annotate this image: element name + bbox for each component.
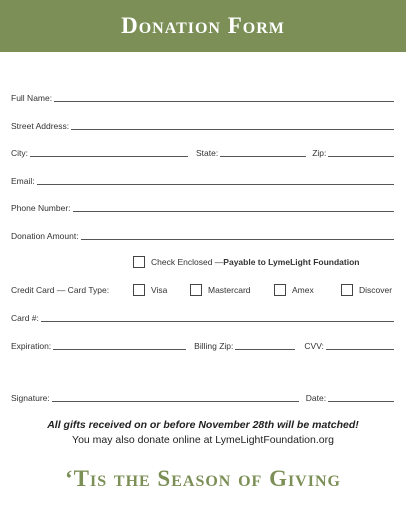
expiration-row <box>11 337 394 351</box>
season-of-giving-tagline: ‘Tis the Season of Giving <box>65 466 341 491</box>
state-label: State: <box>196 148 219 158</box>
date-label: Date: <box>305 393 327 403</box>
card-type-amex[interactable] <box>274 284 314 296</box>
email-row <box>11 172 394 186</box>
email-label: Email: <box>11 176 35 186</box>
signature-field[interactable] <box>52 401 299 402</box>
mastercard-label: Mastercard <box>208 285 251 295</box>
visa-label: Visa <box>151 285 168 295</box>
cvv-label: CVV: <box>304 341 324 351</box>
street-address-field[interactable] <box>71 129 394 130</box>
signature-label: Signature: <box>11 393 50 403</box>
card-type-row <box>11 285 394 295</box>
city-field[interactable] <box>30 156 188 157</box>
full-name-label: Full Name: <box>11 93 53 103</box>
payable-to-label: Payable to LymeLight Foundation <box>223 257 360 267</box>
check-enclosed-row <box>133 256 394 268</box>
discover-label: Discover <box>359 285 393 295</box>
state-field[interactable] <box>220 156 306 157</box>
phone-row <box>11 199 394 213</box>
card-number-label: Card #: <box>11 313 39 323</box>
signature-row <box>11 389 394 403</box>
phone-label: Phone Number: <box>11 203 71 213</box>
date-field[interactable] <box>328 401 394 402</box>
full-name-field[interactable] <box>54 101 394 102</box>
expiration-field[interactable] <box>53 349 186 350</box>
phone-field[interactable] <box>73 211 394 212</box>
donation-amount-field[interactable] <box>81 239 394 240</box>
email-field[interactable] <box>37 184 394 185</box>
check-enclosed-label: Check Enclosed — <box>151 257 224 267</box>
zip-label: Zip: <box>312 148 327 158</box>
street-address-row <box>11 117 394 131</box>
card-number-field[interactable] <box>41 321 394 322</box>
visa-checkbox[interactable] <box>133 284 145 296</box>
card-number-row <box>11 309 394 323</box>
zip-field[interactable] <box>328 156 394 157</box>
amex-label: Amex <box>292 285 314 295</box>
expiration-label: Expiration: <box>11 341 52 351</box>
check-enclosed-option[interactable] <box>133 256 359 268</box>
billing-zip-field[interactable] <box>235 349 295 350</box>
cvv-field[interactable] <box>326 349 394 350</box>
card-type-discover[interactable] <box>341 284 392 296</box>
check-enclosed-checkbox[interactable] <box>133 256 145 268</box>
amex-checkbox[interactable] <box>274 284 286 296</box>
city-state-zip-row <box>11 144 394 158</box>
mastercard-checkbox[interactable] <box>190 284 202 296</box>
billing-zip-label: Billing Zip: <box>194 341 234 351</box>
online-donation-note: You may also donate online at LymeLightFoundation.org <box>72 434 334 446</box>
street-address-label: Street Address: <box>11 121 70 131</box>
form-title: Donation Form <box>121 13 285 38</box>
city-label: City: <box>11 148 28 158</box>
match-note: All gifts received on or before November 28th will be matched! <box>47 419 359 431</box>
full-name-row <box>11 89 394 103</box>
form-header <box>0 0 406 52</box>
donation-amount-row <box>11 227 394 241</box>
discover-checkbox[interactable] <box>341 284 353 296</box>
card-type-visa[interactable] <box>133 284 167 296</box>
donation-amount-label: Donation Amount: <box>11 231 79 241</box>
card-type-mastercard[interactable] <box>190 284 251 296</box>
card-type-label: Credit Card — Card Type: <box>11 285 110 295</box>
